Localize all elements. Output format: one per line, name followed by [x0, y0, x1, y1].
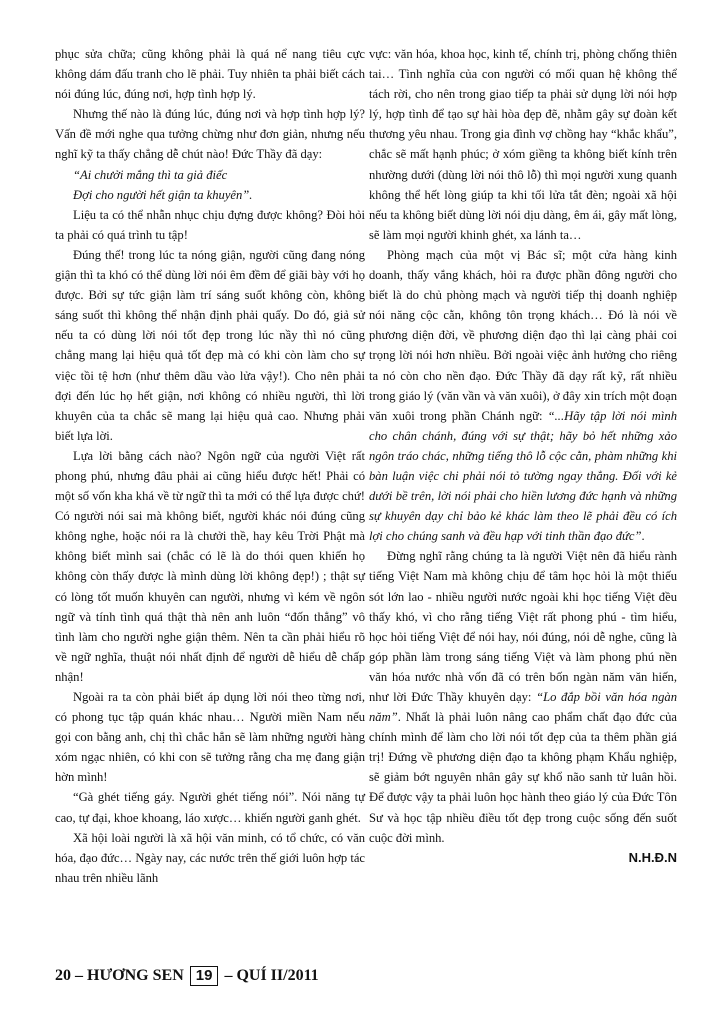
- left-column: [55, 44, 365, 888]
- paragraph-text: Đừng nghĩ rằng chúng ta là người Việt nên đã hiểu rành tiếng Việt Nam mà không chịu để tâm học hỏi là một thiếu sót lớn lao - nhiều người nước ngoài khi học tiếng Việt đều thấy khó, vì cho rằng tiếng Việt rất phong phú - tìm hiểu, học hỏi tiếng Việt để nói hay, nói đúng, nói dễ nghe, cũng là góp phần làm trong sáng tiếng Việt và làm phong phú nền văn hóa nước nhà vốn đã có trên bốn ngàn năm văn hiến, như lời Đức Thầy khuyên dạy:: [369, 549, 677, 704]
- quote-line: Đợi cho người hết giận ta khuyên”.: [73, 187, 253, 202]
- right-column: [369, 44, 677, 868]
- quote-line: “Ai chưởi mắng thì ta giả điếc: [73, 167, 228, 182]
- issue-number-badge: 19: [190, 966, 219, 986]
- scripture-quote: “Lo đắp bồi văn hóa ngàn năm”: [369, 690, 677, 725]
- footer-page-title: 20 – HƯƠNG SEN: [55, 967, 184, 984]
- paragraph: phục sửa chữa; cũng không phải là quá nể nang tiêu cực không dám đấu tranh cho lẽ phải. Tuy nhiên ta phải biết cách nói đúng lúc, đúng nơi, hợp tình hợp lý.: [55, 47, 365, 102]
- paragraph-text: .: [641, 529, 645, 544]
- footer-issue-date: – QUÍ II/2011: [224, 967, 319, 984]
- paragraph-text: . Nhất là phải luôn nâng cao phẩm chất đạo đức của chính mình để làm cho lời nói tốt đẹp của ta thêm phần giá trị! Đứng về phương diện đạo ta không phạm Khẩu nghiệp, sẽ giảm bớt nguyên nhân gây sự khổ não sanh tử luân hồi. Để được vậy ta phải luôn học hành theo giáo lý của Đức Tôn Sư và học tập nhiều điều tốt đẹp trong cuộc sống đến suốt cuộc đời mình.: [369, 710, 677, 845]
- paragraph: Xã hội loài người là xã hội văn minh, có tổ chức, có văn hóa, đạo đức… Ngày nay, các nước trên thế giới luôn hợp tác nhau trên nhiều lãnh: [55, 830, 365, 885]
- paragraph: “Gà ghét tiếng gáy. Người ghét tiếng nói”. Nói năng tự cao, tự đại, khoe khoang, láo xược… khiến người ganh ghét.: [55, 790, 365, 825]
- paragraph: Ngoài ra ta còn phải biết áp dụng lời nói theo từng nơi, có phong tục tập quán khác nhau… Người miền Nam nếu gọi con bằng anh, chị thì chắc hẳn sẽ làm những người hàng xóm ngạc nhiên, có khi con sẽ tưởng rằng cha mẹ đang giận hờn mình!: [55, 690, 365, 785]
- paragraph: Nhưng thế nào là đúng lúc, đúng nơi và hợp tình hợp lý? Vấn đề mới nghe qua tưởng chừng như đơn giản, nhưng nếu nghĩ kỹ ta thấy chẳng dễ chút nào! Đức Thầy đã dạy:: [55, 107, 365, 162]
- paragraph: Đúng thế! trong lúc ta nóng giận, người cũng đang nóng giận thì ta khó có thể dùng lời nói êm đềm để giãi bày với họ được. Bởi sự tức giận làm trí sáng suốt không còn, không sáng suốt thì không thể nhận định phải quấy. Do đó, giả sử nếu ta có dùng lời nói tốt đẹp trong lúc nầy thì nó cũng chẳng mang lại hiệu quả tốt đẹp mà có khi còn làm cho sự việc tồi tệ hơn (như thêm dầu vào lửa vậy!). Cho nên phải đợi đến lúc họ hết giận, nơi không có nhiều người, thì lời khuyên của ta chắc sẽ mang lại hiệu quả cao. Nhưng phải biết lựa lời.: [55, 247, 365, 443]
- paragraph: Lựa lời bằng cách nào? Ngôn ngữ của người Việt rất phong phú, nhưng đâu phải ai cũng hiểu được hết! Phải có một số vốn kha khá về từ ngữ thì ta mới có thể lựa được chứ! Có người nói sai mà không biết, người khác nói đúng cũng không nghe, hoặc nói ra là chưởi thề, hay kêu Trời Phật mà không biết mình sai (chắc có lẽ là do thói quen khiến họ không còn thấy được là mình dùng lời không đẹp!) ; thật sự có lòng tốt muốn khuyên can người, nhưng vì kém về ngôn ngữ và tính tình quá thật thà nên anh luôn “đốn thẳng” vô tình làm cho người nghe giận thêm. Nên ta cần phải hiểu rõ về ngữ nghĩa, thuật nói nhất định để người dễ hiểu dễ chấp nhận!: [55, 448, 365, 684]
- paragraph: Liệu ta có thể nhẫn nhục chịu đựng được không? Đòi hỏi ta phải có quá trình tu tập!: [55, 207, 365, 242]
- paragraph: [369, 245, 677, 546]
- paragraph-text: Phòng mạch của một vị Bác sĩ; một cửa hàng kinh doanh, thấy vắng khách, hỏi ra được phần đông người cho biết là do chủ phòng mạch và người tiếp thị doanh nghiệp nói năng cộc cằn, không tôn trọng khách… Đó là nói về phương diện đời, về phương diện đạo thì lại càng phải coi trọng lời nói hơn nhiều. Bởi ngoài việc ảnh hưởng cho riêng ta nó còn cho nền đạo. Đức Thầy đã dạy rất kỹ, rất nhiều trong giáo lý (văn vần và văn xuôi), ở đây xin trích một đoạn văn xuôi trong phần Chánh ngữ:: [369, 247, 677, 423]
- paragraph: vực: văn hóa, khoa học, kinh tế, chính trị, phòng chống thiên tai… Tình nghĩa của con người có mối quan hệ không thể tách rời, cho nên trong giao tiếp ta phải sử dụng lời nói hợp lý, hợp tình để tạo sự hài hòa đẹp đẽ, nhằm gây sự đoàn kết thương yêu nhau. Trong gia đình vợ chồng hay “khắc khẩu”, chắc sẽ mất hạnh phúc; ở xóm giềng ta không biết kính trên nhường dưới (dùng lời nói thô lỗ) thì mọi người xung quanh không thể hết lòng giúp ta khi tối lửa tắt đèn; ngoài xã hội nếu ta không biết dùng lời nói dịu dàng, êm ái, gây mất lòng, sẽ làm mọi người khinh ghét, xa lánh ta…: [369, 47, 677, 242]
- author-signature: N.H.Đ.N: [628, 849, 677, 865]
- scripture-quote: “...Hãy tập lời nói mình cho chân chánh, đúng với sự thật; hãy bỏ hết những xảo ngôn tráo chác, những tiếng thô lỗ cộc cằn, phàm những khi bàn luận việc chi phải nói tỏ tường ngay thẳng. Đối với kẻ dưới bề trên, lời nói phải cho hiền lương đức hạnh và những sự khuyên dạy chỉ bảo kẻ khác làm theo lẽ phải đều có ích lợi cho chúng sanh và đều hạp với tinh thần đạo đức”: [369, 408, 677, 544]
- page-footer: [55, 966, 319, 986]
- paragraph: [369, 546, 677, 847]
